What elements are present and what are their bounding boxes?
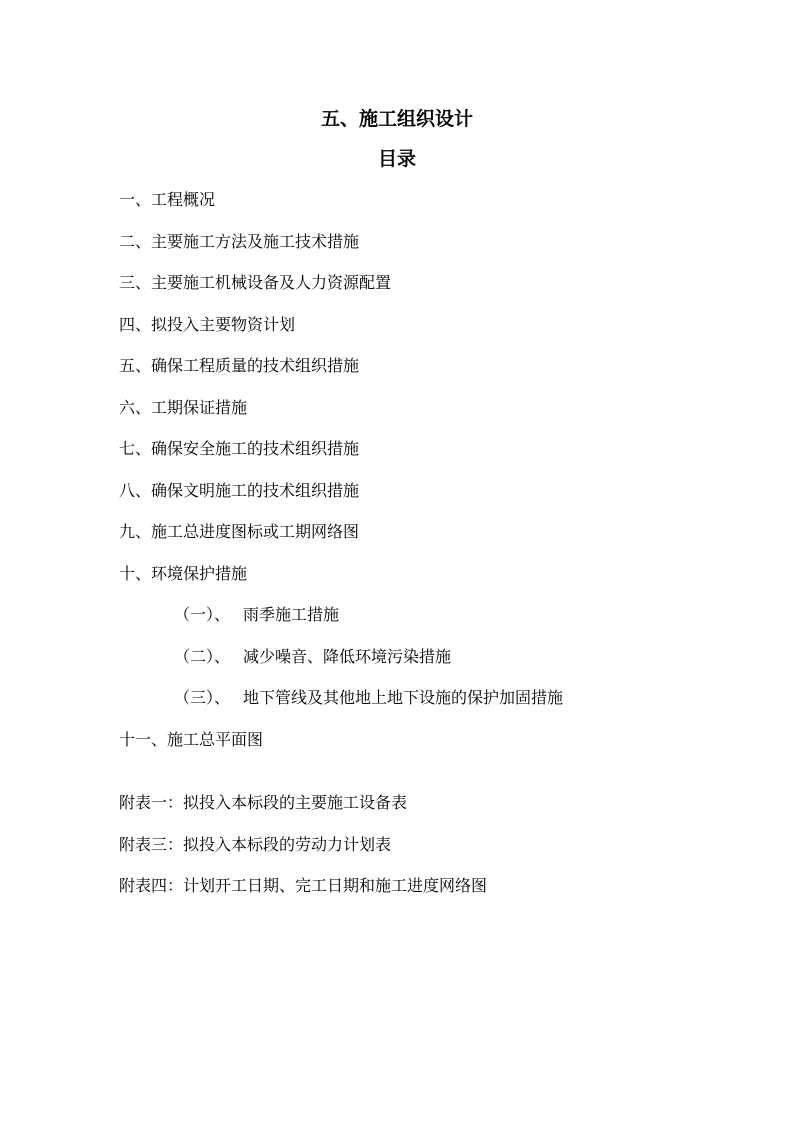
toc-item: 九、施工总进度图标或工期网络图 <box>119 522 360 541</box>
toc-item: 十一、施工总平面图 <box>119 729 264 749</box>
toc-subitem-text: 地下管线及其他地上地下设施的保护加固措施 <box>243 688 564 707</box>
appendix-item: 附表三：拟投入本标段的劳动力计划表 <box>119 834 392 854</box>
toc-item: 四、拟投入主要物资计划 <box>119 314 296 334</box>
table-of-contents <box>119 189 563 770</box>
toc-subitem-text: 减少噪音、降低环境污染措施 <box>243 646 452 666</box>
toc-item: 十、环境保护措施 <box>119 563 248 583</box>
toc-item: 六、工期保证措施 <box>119 397 248 417</box>
toc-item: 五、确保工程质量的技术组织措施 <box>119 356 360 375</box>
appendix-item: 附表一：拟投入本标段的主要施工设备表 <box>119 793 408 812</box>
toc-item: 三、主要施工机械设备及人力资源配置 <box>119 273 392 292</box>
toc-heading: 目录 <box>377 148 416 170</box>
toc-subitem-number: （一）、 <box>174 605 231 624</box>
toc-subitem-number: （二）、 <box>174 646 231 666</box>
toc-item: 八、确保文明施工的技术组织措施 <box>119 480 360 500</box>
toc-subitem <box>119 646 563 688</box>
appendix-list <box>119 792 487 917</box>
toc-subitem-number: （三）、 <box>174 688 231 707</box>
appendix-item: 附表四：计划开工日期、完工日期和施工进度网络图 <box>119 876 488 895</box>
document-title: 五、施工组织设计 <box>320 108 473 130</box>
toc-subitem <box>119 687 563 729</box>
toc-item: 一、工程概况 <box>119 190 216 209</box>
toc-item: 二、主要施工方法及施工技术措施 <box>119 231 360 251</box>
toc-subitem-text: 雨季施工措施 <box>243 605 340 624</box>
toc-subitem <box>119 604 563 646</box>
toc-item: 七、确保安全施工的技术组织措施 <box>119 439 360 458</box>
